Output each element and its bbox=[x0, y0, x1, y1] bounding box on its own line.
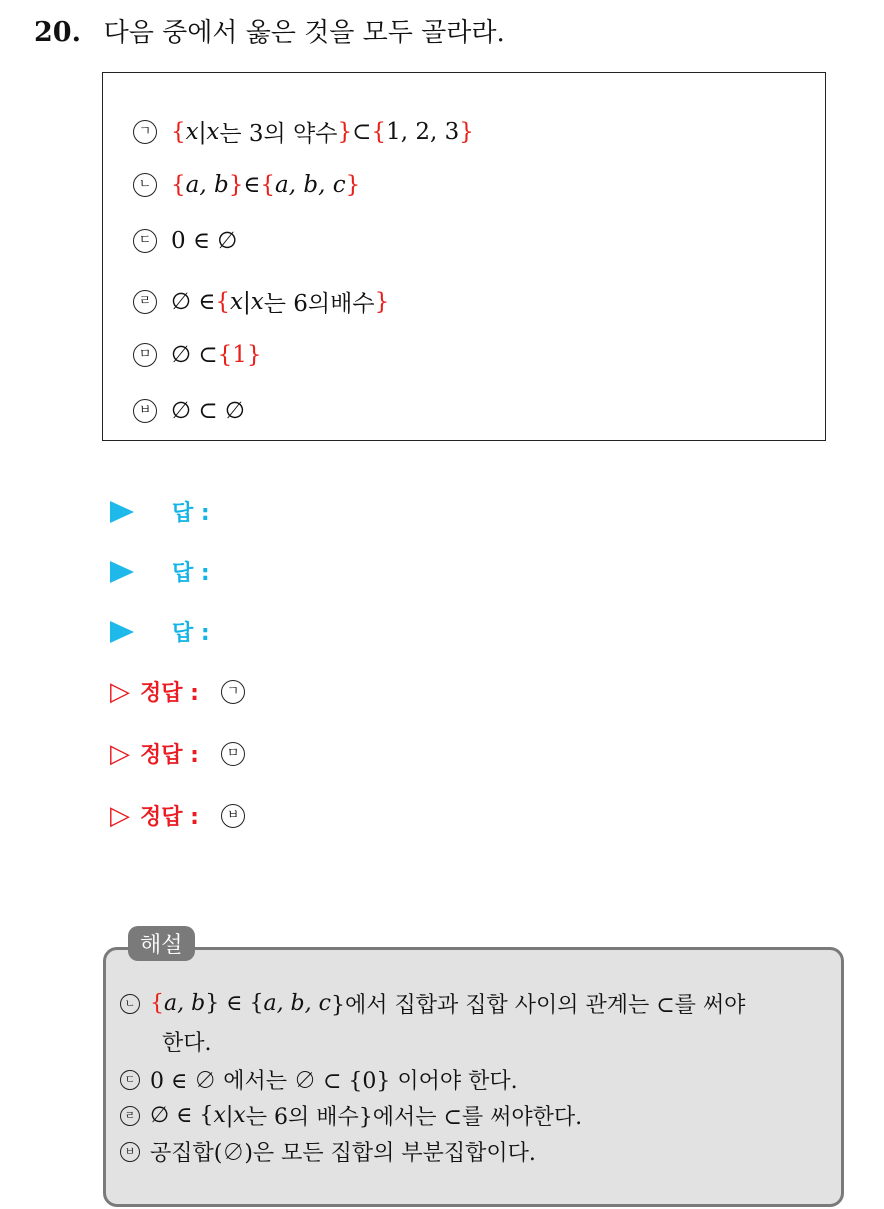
explanation-line-1: ㄴ { a, b } ∈ { a, b, c }에서 집합과 집합 사이의 관계는 ⊂를 써야 bbox=[120, 988, 745, 1019]
solution-marker: ㅁ bbox=[221, 742, 245, 766]
question-text: 다음 중에서 옳은 것을 모두 골라라. bbox=[103, 18, 505, 48]
choice-6: ㅂ ∅ ⊂ ∅ bbox=[133, 398, 245, 424]
answer-label: 답 : bbox=[172, 621, 210, 646]
choice-marker: ㄷ bbox=[133, 229, 157, 253]
explanation-line-5: ㅂ 공집합(∅)은 모든 집합의 부분집합이다. bbox=[120, 1136, 536, 1167]
choice-3: ㄷ 0 ∈ ∅ bbox=[133, 228, 237, 254]
choice-2: ㄴ { a, b } ∈ { a, b, c } bbox=[133, 172, 360, 198]
explanation-line-4: ㄹ ∅ ∈ { x | x 는 6의 배수}에서는 ⊂를 써야한다. bbox=[120, 1100, 582, 1131]
explanation-line-2: 한다. bbox=[162, 1031, 212, 1056]
play-triangle-icon bbox=[110, 561, 134, 583]
choice-marker: ㅁ bbox=[133, 343, 157, 367]
choice-marker: ㄹ bbox=[133, 290, 157, 314]
play-triangle-icon bbox=[110, 501, 134, 523]
choice-box bbox=[102, 72, 826, 441]
explanation-tag: 해설 bbox=[128, 926, 195, 961]
explanation-marker: ㅂ bbox=[120, 1142, 140, 1162]
outline-triangle-icon: ▷ bbox=[110, 676, 130, 707]
explanation-marker: ㄹ bbox=[120, 1106, 140, 1126]
answer-label: 답 : bbox=[172, 501, 210, 526]
solution-marker: ㄱ bbox=[221, 680, 245, 704]
explanation-box bbox=[103, 947, 844, 1207]
explanation-marker: ㄴ bbox=[120, 994, 140, 1014]
outline-triangle-icon: ▷ bbox=[110, 800, 130, 831]
outline-triangle-icon: ▷ bbox=[110, 738, 130, 769]
play-triangle-icon bbox=[110, 621, 134, 643]
explanation-marker: ㄷ bbox=[120, 1070, 140, 1090]
choice-marker: ㅂ bbox=[133, 399, 157, 423]
choice-5: ㅁ ∅ ⊂ { 1 } bbox=[133, 342, 262, 368]
answer-row-2 bbox=[110, 556, 210, 587]
answer-row-1 bbox=[110, 496, 210, 527]
solution-row-3 bbox=[110, 800, 259, 831]
solution-label: 정답 : bbox=[140, 681, 199, 706]
solution-row-1 bbox=[110, 676, 259, 707]
solution-row-2 bbox=[110, 738, 259, 769]
solution-label: 정답 : bbox=[140, 805, 199, 830]
question-number: 20. bbox=[34, 17, 81, 48]
choice-marker: ㄱ bbox=[133, 120, 157, 144]
question-header bbox=[34, 12, 505, 49]
choice-4: ㄹ ∅ ∈ { x | x 는 6의배수 } bbox=[133, 285, 389, 318]
answer-row-3 bbox=[110, 616, 210, 647]
explanation-line-3: ㄷ 0 ∈ ∅ 에서는 ∅ ⊂ {0} 이어야 한다. bbox=[120, 1064, 518, 1095]
answer-label: 답 : bbox=[172, 561, 210, 586]
choice-marker: ㄴ bbox=[133, 173, 157, 197]
solution-marker: ㅂ bbox=[221, 804, 245, 828]
choice-1: ㄱ { x | x 는 3의 약수 } ⊂ { 1, 2, 3 } bbox=[133, 115, 474, 148]
solution-label: 정답 : bbox=[140, 743, 199, 768]
